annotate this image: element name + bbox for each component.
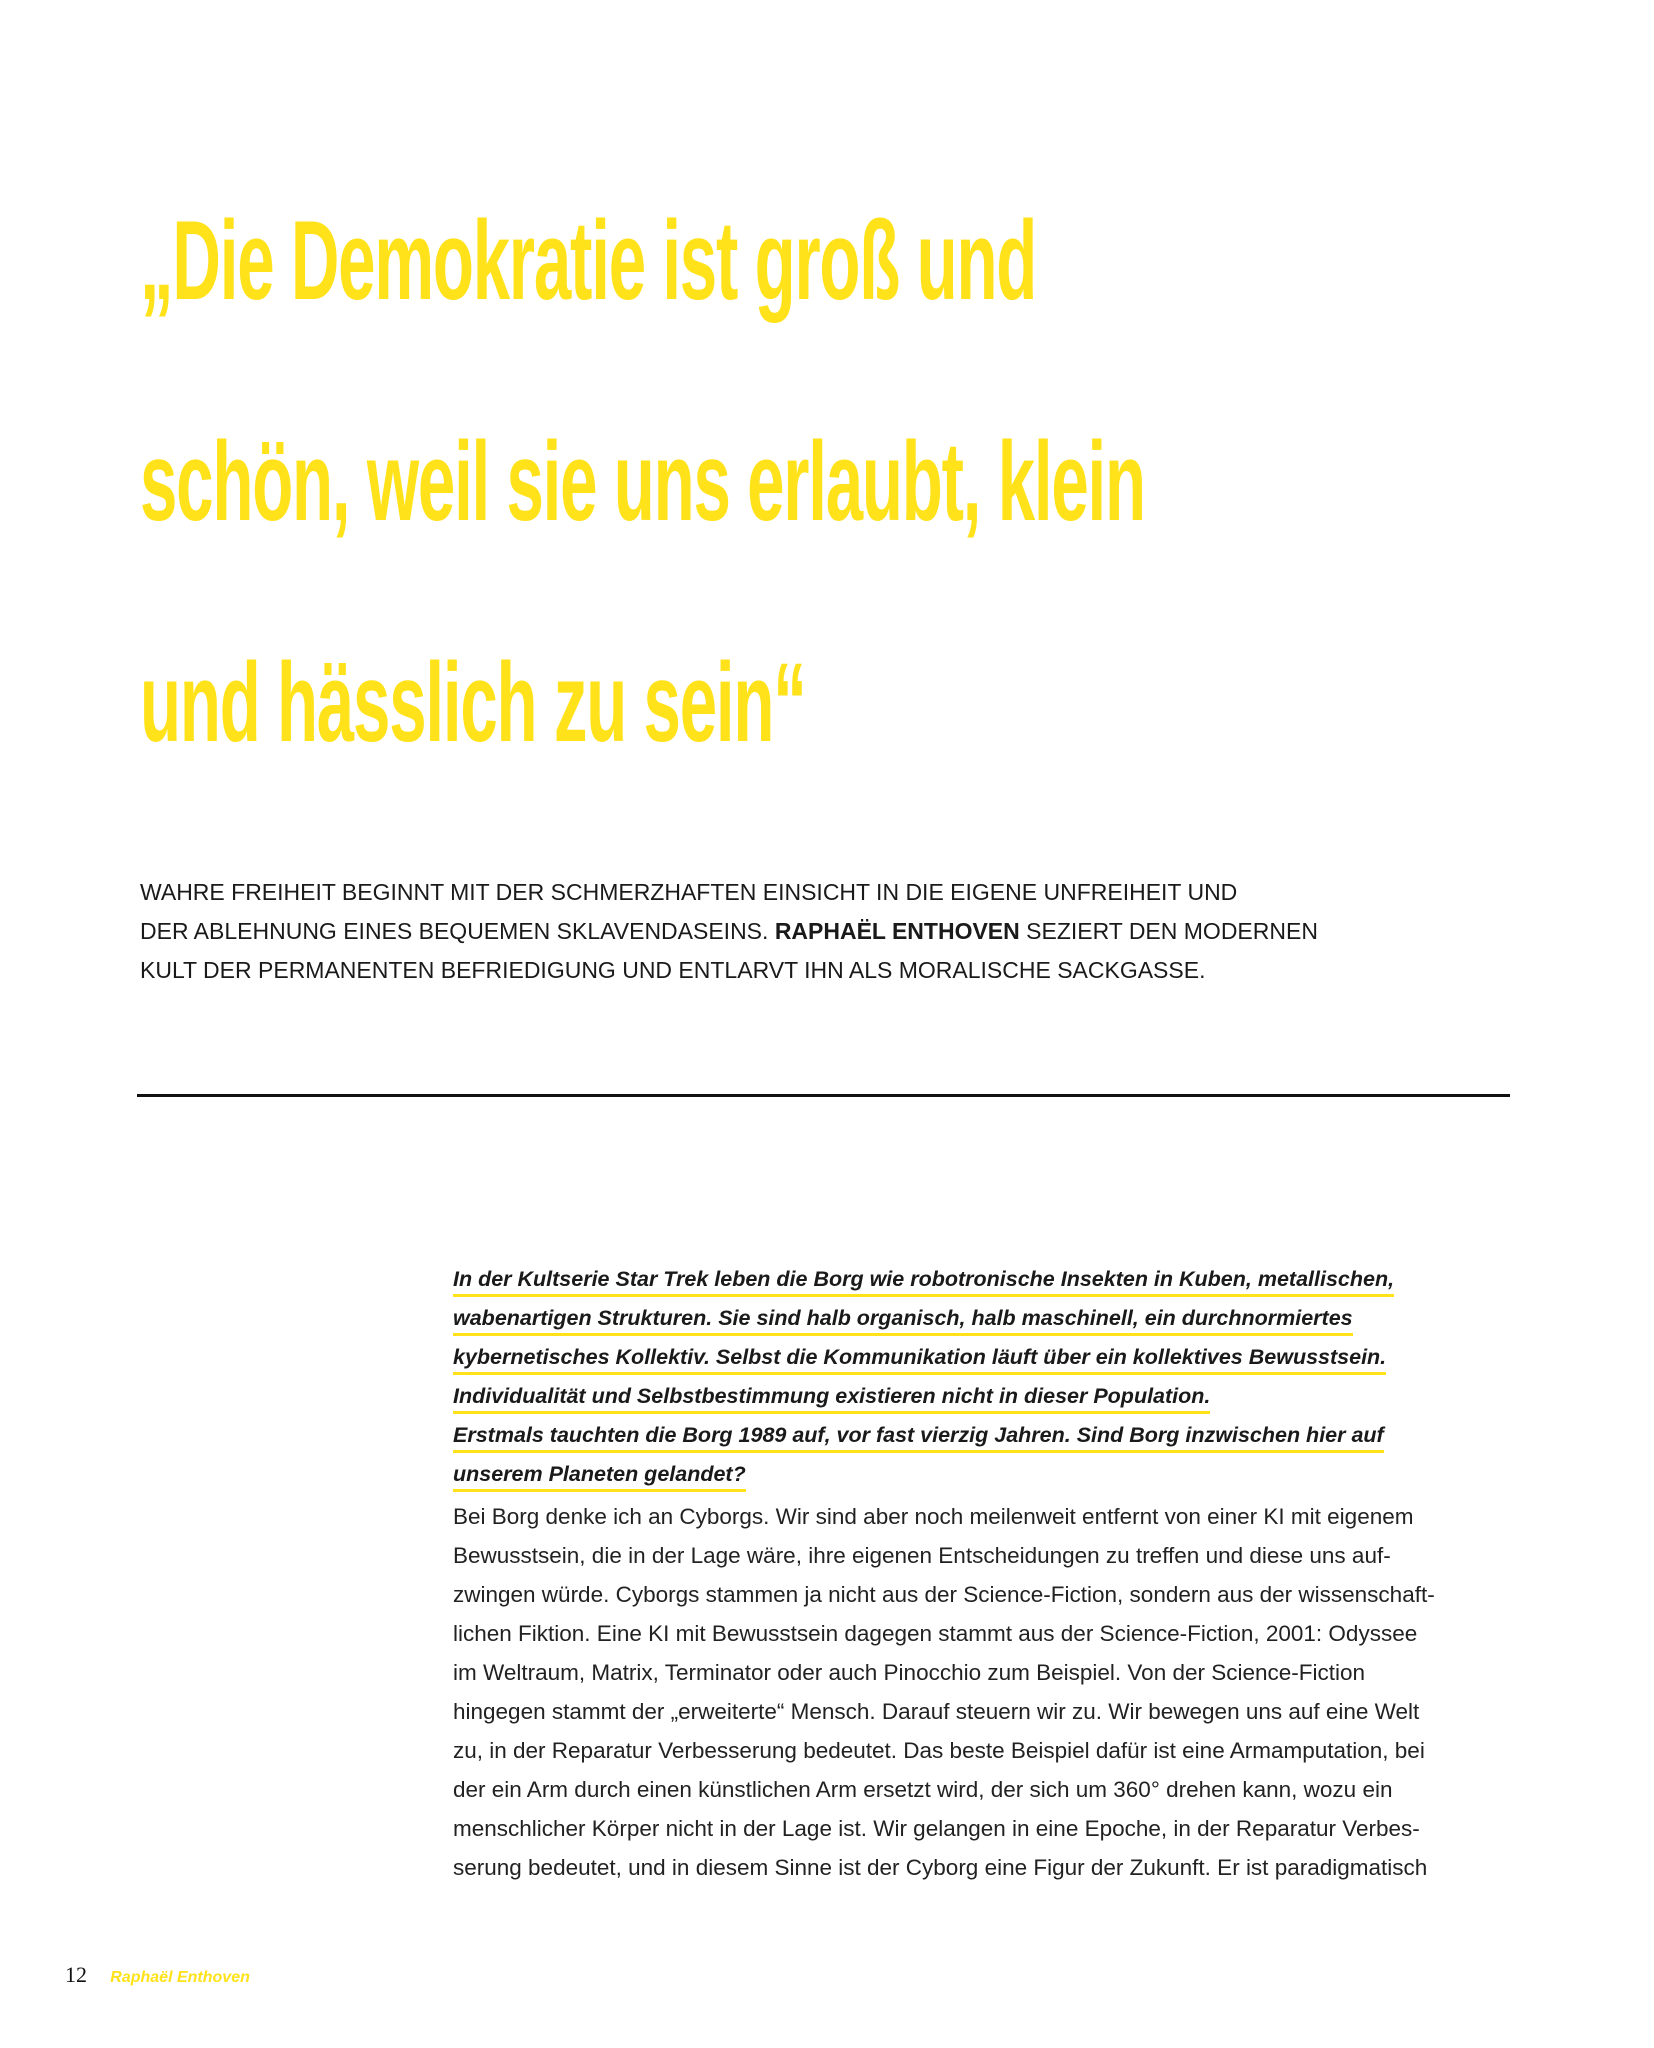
lead-line: WAHRE FREIHEIT BEGINNT MIT DER SCHMERZHAFTEN EINSICHT IN DIE EIGENE UNFREIHEIT UND [140, 879, 1238, 905]
lead-text: SEZIERT DEN MODERNEN [1019, 918, 1318, 944]
interview-article [453, 1266, 1513, 1890]
question-line [453, 1266, 1513, 1305]
author-name: RAPHAËL ENTHOVEN [774, 918, 1020, 944]
answer-line: der ein Arm durch einen künstlichen Arm ersetzt wird, der sich um 360° drehen kann, wozu ein [453, 1777, 1393, 1802]
question-line [453, 1305, 1513, 1344]
question-line [453, 1344, 1513, 1383]
answer-line: zu, in der Reparatur Verbesserung bedeutet. Das beste Beispiel dafür ist eine Armamputation, bei [453, 1738, 1425, 1763]
answer-line: zwingen würde. Cyborgs stammen ja nicht aus der Science-Fiction, sondern aus der wissenschaft- [453, 1582, 1435, 1607]
answer-line: hingegen stammt der „erweiterte“ Mensch. Darauf steuern wir zu. Wir bewegen uns auf eine Welt [453, 1699, 1420, 1724]
lead-text: DER ABLEHNUNG EINES BEQUEMEN SKLAVENDASEINS. [140, 918, 775, 944]
question-text: Erstmals tauchten die Borg 1989 auf, vor fast vierzig Jahren. Sind Borg inzwischen hier auf [453, 1422, 1384, 1453]
running-author: Raphaël Enthoven [110, 1969, 250, 1986]
headline-line: und hässlich zu sein“ [140, 640, 806, 765]
question-text: kybernetisches Kollektiv. Selbst die Kommunikation läuft über ein kollektives Bewusstsein. [453, 1344, 1386, 1375]
question-line [453, 1383, 1513, 1422]
answer-line: im Weltraum, Matrix, Terminator oder auch Pinocchio zum Beispiel. Von der Science-Fiction [453, 1660, 1366, 1685]
question-text: wabenartigen Strukturen. Sie sind halb organisch, halb maschinell, ein durchnormiertes [453, 1305, 1353, 1336]
answer-line: lichen Fiktion. Eine KI mit Bewusstsein dagegen stammt aus der Science-Fiction, 2001: Odyssee [453, 1621, 1418, 1646]
question-text: Individualität und Selbstbestimmung existieren nicht in dieser Population. [453, 1383, 1210, 1414]
question-text: unserem Planeten gelandet? [453, 1461, 746, 1492]
lead-line [140, 912, 1520, 951]
page-footer [65, 1962, 250, 1988]
question-text: In der Kultserie Star Trek leben die Borg wie robotronische Insekten in Kuben, metallischen, [453, 1266, 1394, 1297]
section-divider [137, 1094, 1510, 1097]
question-line [453, 1461, 1513, 1500]
headline-line: „Die Demokratie ist groß und [140, 198, 1037, 323]
question-line [453, 1422, 1513, 1461]
answer-line: serung bedeutet, und in diesem Sinne ist der Cyborg eine Figur der Zukunft. Er ist paradigmatisch [453, 1855, 1428, 1880]
interview-question [453, 1266, 1513, 1500]
answer-line: Bewusstsein, die in der Lage wäre, ihre eigenen Entscheidungen zu treffen und diese uns auf- [453, 1543, 1391, 1568]
answer-line: menschlicher Körper nicht in der Lage ist. Wir gelangen in eine Epoche, in der Reparatur Verbes- [453, 1816, 1420, 1841]
answer-line: Bei Borg denke ich an Cyborgs. Wir sind aber noch meilenweit entfernt von einer KI mit eigenem [453, 1504, 1414, 1529]
lead-line: KULT DER PERMANENTEN BEFRIEDIGUNG UND ENTLARVT IHN ALS MORALISCHE SACKGASSE. [140, 957, 1206, 983]
interview-answer [453, 1500, 1513, 1890]
headline-quote [140, 150, 1560, 813]
lead-paragraph [140, 873, 1520, 990]
page-number: 12 [65, 1962, 87, 1987]
headline-line: schön, weil sie uns erlaubt, klein [140, 419, 1145, 544]
